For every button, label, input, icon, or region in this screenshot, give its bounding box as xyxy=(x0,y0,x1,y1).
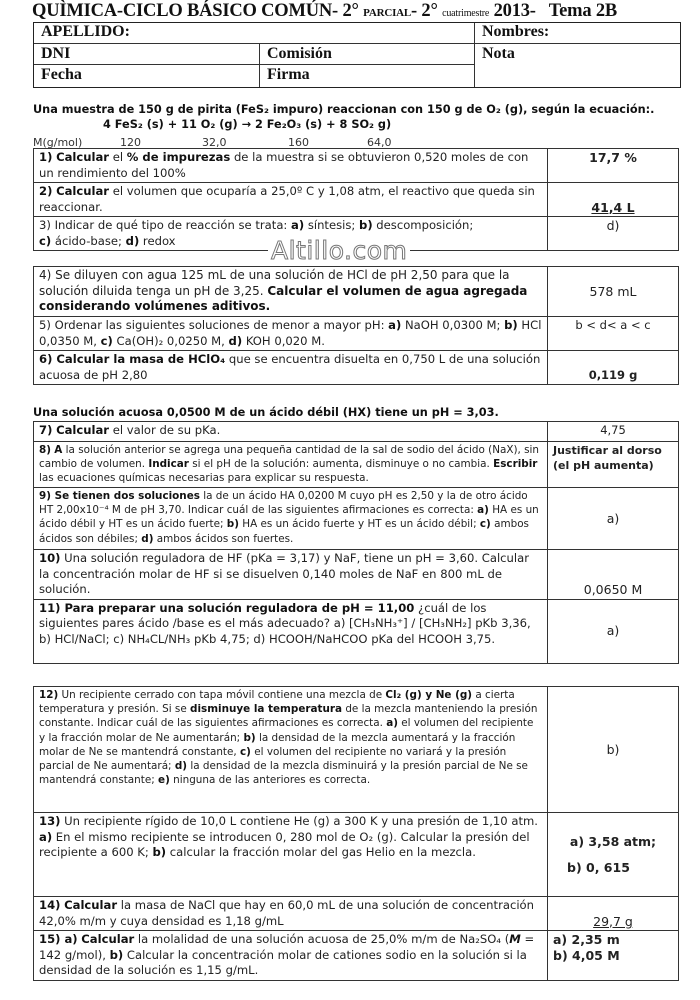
comision-field[interactable] xyxy=(260,45,474,65)
question-text-fragment: de la muestra si se obtuvieron 0,520 moles de con un rendimiento del 100% xyxy=(39,150,529,180)
question-text-fragment: Una solución reguladora de HF (pKa = 3,17) y NaF, tiene un pH = 3,60. Calcular la concentración molar de HF si se disuelven 0,140 moles de NaF en 800 mL de solución. xyxy=(39,551,529,596)
question-text xyxy=(34,550,548,600)
question-bold-text: 13) xyxy=(39,814,61,828)
question-bold-text: Calcular xyxy=(64,898,118,912)
question-bold-text: a) xyxy=(386,717,398,730)
question-bold-text: b) xyxy=(243,731,256,744)
question-bold-text: a) xyxy=(388,318,402,332)
watermark-logo: Altillo.com xyxy=(268,236,410,265)
answer-cell[interactable]: Justificar al dorso (el pH aumenta) xyxy=(548,442,679,488)
molar-mass-so2: 64,0 xyxy=(367,136,392,149)
student-info-form xyxy=(33,22,681,88)
answer-value: 29,7 g xyxy=(593,913,633,929)
answer-cell[interactable] xyxy=(548,183,679,217)
question-bold-text: d) xyxy=(141,532,154,545)
answer-value: 41,4 L xyxy=(591,199,635,215)
divider xyxy=(474,23,475,87)
question-table-4 xyxy=(33,686,679,981)
question-bold-text: b) xyxy=(226,518,239,531)
question-row xyxy=(34,267,679,317)
question-text-fragment: el xyxy=(109,150,127,164)
question-bold-text: d) xyxy=(228,333,243,348)
question-bold-text: c) xyxy=(39,233,52,248)
question-text-fragment: NaOH 0,0300 M; xyxy=(401,318,505,332)
question-text-fragment: síntesis; xyxy=(304,218,360,232)
question-text-fragment: ácido-base; xyxy=(51,233,126,248)
section1-intro: Una muestra de 150 g de pirita (FeS₂ impuro) reaccionan con 150 g de O₂ (g), según la ecuación:. xyxy=(33,103,655,116)
question-table-2 xyxy=(33,266,679,385)
question-bold-text: e) xyxy=(158,774,170,787)
question-text-fragment: la de un ácido HA 0,0200 M cuyo pH es 2,50 y la de otro ácido HT 2,00x10⁻⁴ M de pH 3,70. Indicar cuál de las siguientes afirmaciones es correcta: xyxy=(39,490,528,517)
divider xyxy=(259,44,260,87)
question-row xyxy=(34,813,679,897)
question-text-fragment: descomposición; xyxy=(372,218,474,232)
question-row xyxy=(34,897,679,931)
question-text xyxy=(34,422,548,442)
nota-field[interactable] xyxy=(475,45,680,87)
question-text-fragment: el volumen que ocuparía a 25,0º C y 1,08 atm, el reactivo que queda sin reaccionar. xyxy=(39,184,535,214)
question-bold-text: b) xyxy=(359,218,373,232)
question-bold-text: Indicar xyxy=(148,458,189,471)
question-text-fragment: Calcular la concentración molar de cationes sodio en la solución si la densidad de la solución es 1,15 g/mL. xyxy=(39,947,527,977)
answer-cell[interactable]: b < d< a < c xyxy=(548,317,679,351)
question-text xyxy=(34,488,548,550)
molar-mass-o2: 32,0 xyxy=(202,136,227,149)
divider xyxy=(34,43,680,44)
dni-field[interactable] xyxy=(34,45,259,65)
question-bold-text: disminuye la temperatura xyxy=(190,703,343,716)
question-text-fragment: = 142 g/mol), xyxy=(39,932,535,962)
question-text-fragment: ¿cuál de los siguientes pares ácido /base es el más adecuado? a) [CH₃NH₃⁺] / [CH₃NH₂] pKb 3,36, b) HCl/NaCl; c) NH₄CL/NH₃ pKb 4,75; d) HCOOH/NaHCOO pKa del HCOOH 3,75. xyxy=(39,600,531,646)
question-row xyxy=(34,687,679,813)
question-bold-text: Calcular xyxy=(56,184,110,198)
question-bold-text: a) xyxy=(291,218,305,232)
question-row xyxy=(34,149,679,183)
question-text-fragment: el volumen del recipiente y la fracción molar de Ne aumentarán; xyxy=(39,717,534,744)
question-bold-text: A xyxy=(54,444,63,456)
question-text-fragment: si el pH de la solución: aumenta, disminuye o no cambia. xyxy=(188,458,494,471)
question-text xyxy=(34,317,548,351)
molar-mass-fes2: 120 xyxy=(120,136,141,149)
question-text-fragment: HCl 0,0350 M, xyxy=(39,318,542,348)
question-text-fragment: HA es un ácido fuerte y HT es un ácido débil; xyxy=(238,518,480,531)
molar-mass-label: M(g/mol) xyxy=(33,136,83,149)
question-bold-text: 12) xyxy=(39,689,59,701)
question-row xyxy=(34,599,679,663)
question-bold-text: c) xyxy=(479,518,491,531)
question-text-fragment: HA es un ácido débil y HT es un ácido fuerte; xyxy=(39,504,539,531)
question-bold-text: 9) Se tienen dos soluciones xyxy=(39,490,200,502)
question-text xyxy=(34,813,548,897)
question-text-fragment: Ca(OH)₂ 0,0250 M, xyxy=(112,333,229,348)
question-bold-text: Calcular xyxy=(56,423,110,437)
answer-cell[interactable]: 4,75 xyxy=(548,422,679,442)
question-text-fragment: calcular la fracción molar del gas Helio en la mezcla. xyxy=(166,845,476,859)
question-text-fragment: Un recipiente rígido de 10,0 L contiene He (g) a 300 K y una presión de 1,10 atm. xyxy=(60,814,538,828)
question-bold-text: b) xyxy=(504,318,518,332)
answer-cell[interactable] xyxy=(548,813,679,897)
question-bold-text: 7) xyxy=(39,423,53,437)
question-text xyxy=(34,267,548,317)
question-text-fragment: a cierta temperatura y presión. Si se xyxy=(39,689,515,716)
question-text-fragment: el valor de su pKa. xyxy=(109,423,221,437)
question-bold-text: 6) Calcular la masa de HClO₄ xyxy=(39,352,226,366)
question-text xyxy=(34,599,548,663)
question-text-fragment: ninguna de las anteriores es correcta. xyxy=(169,774,371,787)
answer-cell[interactable]: 0,119 g xyxy=(548,351,679,385)
question-bold-text: a) xyxy=(39,829,53,844)
question-bold-text: d) xyxy=(125,233,140,248)
answer-cell[interactable]: 578 mL xyxy=(548,267,679,317)
question-row xyxy=(34,183,679,217)
question-row xyxy=(34,442,679,488)
question-text-fragment: 5) Ordenar las siguientes soluciones de menor a mayor pH: xyxy=(39,318,389,332)
question-bold-text: 8) xyxy=(39,444,51,456)
nombres-field[interactable] xyxy=(475,23,680,44)
question-row xyxy=(34,550,679,600)
question-bold-text: b) xyxy=(152,845,167,859)
question-bold-text: b) xyxy=(109,947,124,962)
question-row xyxy=(34,317,679,351)
nombres-label: Nombres: xyxy=(482,23,550,40)
question-text-fragment: la densidad de la mezcla aumentará y la fracción molar de Ne se mantendrá constante, xyxy=(39,731,516,758)
question-bold-text: c) xyxy=(100,333,113,348)
question-bold-text: 1) xyxy=(39,150,53,164)
title-tema: Tema 2B xyxy=(548,1,618,21)
question-bold-text: d) xyxy=(174,760,188,773)
question-row xyxy=(34,351,679,385)
answer-cell[interactable]: a) xyxy=(548,599,679,663)
answer-b: b) 0, 615 xyxy=(567,859,630,875)
title-year: 2013- xyxy=(493,1,536,21)
question-bold-text: Calcular xyxy=(81,932,135,946)
question-bold-text: Escribir xyxy=(493,458,538,471)
question-text xyxy=(34,183,548,217)
fecha-field[interactable] xyxy=(34,66,259,86)
firma-field[interactable] xyxy=(260,66,474,86)
dni-label: DNI xyxy=(41,45,71,62)
question-text xyxy=(34,351,548,385)
question-text-fragment: la solución anterior se agrega una pequeña cantidad de la sal de sodio del ácido (NaX), sin cambio de volumen. xyxy=(39,444,540,471)
title-main: QUÌMICA-CICLO BÁSICO COMÚN- 2° xyxy=(32,1,359,21)
question-bold-text: a) xyxy=(477,504,489,517)
apellido-label: APELLIDO: xyxy=(41,23,130,40)
question-text-fragment: las ecuaciones químicas necesarias para explicar su respuesta. xyxy=(39,472,369,485)
question-text-fragment: 3) Indicar de qué tipo de reacción se trata: xyxy=(39,218,292,232)
answer-cell[interactable]: a) xyxy=(548,488,679,550)
apellido-field[interactable] xyxy=(34,23,474,44)
answer-cell[interactable]: d) xyxy=(548,217,679,251)
question-bold-text: Calcular xyxy=(56,150,110,164)
title-mid: - 2° xyxy=(411,1,438,21)
question-text-fragment: de la mezcla manteniendo la presión constante. Indicar cuál de las siguientes afirmaciones es correcta. xyxy=(39,703,538,730)
nota-label: Nota xyxy=(482,45,515,62)
answer-a: a) 2,35 m xyxy=(553,932,620,947)
question-row xyxy=(34,422,679,442)
answer-cell[interactable]: 0,0650 M xyxy=(548,550,679,600)
question-bold-text: Calcular el volumen de agua agregada considerando volúmenes aditivos. xyxy=(39,283,528,313)
title-cuatrimestre: cuatrimestre xyxy=(442,8,490,19)
question-text-fragment: redox xyxy=(139,233,176,248)
question-bold-text: M xyxy=(509,932,521,946)
question-text-fragment: la densidad de la mezcla disminuirá y la presión parcial de Ne se mantendrá constante; xyxy=(39,760,528,787)
answer-b: b) 4,05 M xyxy=(553,947,620,963)
answer-cell[interactable] xyxy=(548,931,679,981)
question-text xyxy=(34,442,548,488)
question-text xyxy=(34,687,548,813)
question-text-fragment: que se encuentra disuelta en 0,750 L de una solución acuosa de pH 2,80 xyxy=(39,352,541,382)
exam-title xyxy=(32,1,617,22)
answer-cell[interactable]: b) xyxy=(548,687,679,813)
question-bold-text: 15) a) xyxy=(39,932,78,946)
section3-intro: Una solución acuosa 0,0500 M de un ácido débil (HX) tiene un pH = 3,03. xyxy=(33,406,499,419)
question-text-fragment: 4) Se diluyen con agua 125 mL de una solución de HCl de pH 2,50 para que la solución diluida tenga un pH de 3,25. xyxy=(39,268,510,298)
question-bold-text: Cl₂ (g) y Ne (g) xyxy=(385,689,473,701)
answer-a: a) 3,58 atm; xyxy=(569,833,657,849)
question-text xyxy=(34,897,548,931)
question-text xyxy=(34,931,548,981)
question-bold-text: c) xyxy=(240,745,251,758)
question-bold-text: % de impurezas xyxy=(126,150,231,164)
question-text-fragment: la molalidad de una solución acuosa de 25,0% m/m de Na₂SO₄ ( xyxy=(134,932,510,946)
question-bold-text: 2) xyxy=(39,184,53,198)
chemical-equation: 4 FeS₂ (s) + 11 O₂ (g) → 2 Fe₂O₃ (s) + 8 SO₂ g) xyxy=(103,118,392,131)
question-row xyxy=(34,931,679,981)
question-text-fragment: Un recipiente cerrado con tapa móvil contiene una mezcla de xyxy=(58,689,386,701)
question-bold-text: 14) xyxy=(39,898,61,912)
question-text-fragment: En el mismo recipiente se introducen 0, 280 mol de O₂ (g). Calcular la presión del recipiente a 600 K; xyxy=(39,829,530,859)
answer-cell[interactable]: 17,7 % xyxy=(548,149,679,183)
question-text-fragment: KOH 0,020 M. xyxy=(242,333,325,348)
fecha-label: Fecha xyxy=(41,66,82,83)
title-parcial: PARCIAL xyxy=(363,7,412,19)
question-text-fragment: ambos ácidos son fuertes. xyxy=(153,532,294,545)
question-text-fragment: ambos ácidos son débiles; xyxy=(39,518,529,545)
comision-label: Comisión xyxy=(267,45,332,62)
divider xyxy=(34,64,474,65)
question-bold-text: 10) xyxy=(39,551,61,565)
question-table-3 xyxy=(33,421,679,664)
question-row xyxy=(34,488,679,550)
answer-cell[interactable] xyxy=(548,897,679,931)
question-text-fragment: la masa de NaCl que hay en 60,0 mL de una solución de concentración 42,0% m/m y cuya densidad es 1,18 g/mL xyxy=(39,898,534,928)
question-text xyxy=(34,149,548,183)
firma-label: Firma xyxy=(267,66,310,83)
question-text-fragment: el volumen del recipiente no variará y la presión parcial de Ne aumentará; xyxy=(39,745,507,773)
question-bold-text: 11) Para preparar una solución reguladora de pH = 11,00 xyxy=(39,600,415,615)
molar-mass-fe2o3: 160 xyxy=(288,136,309,149)
